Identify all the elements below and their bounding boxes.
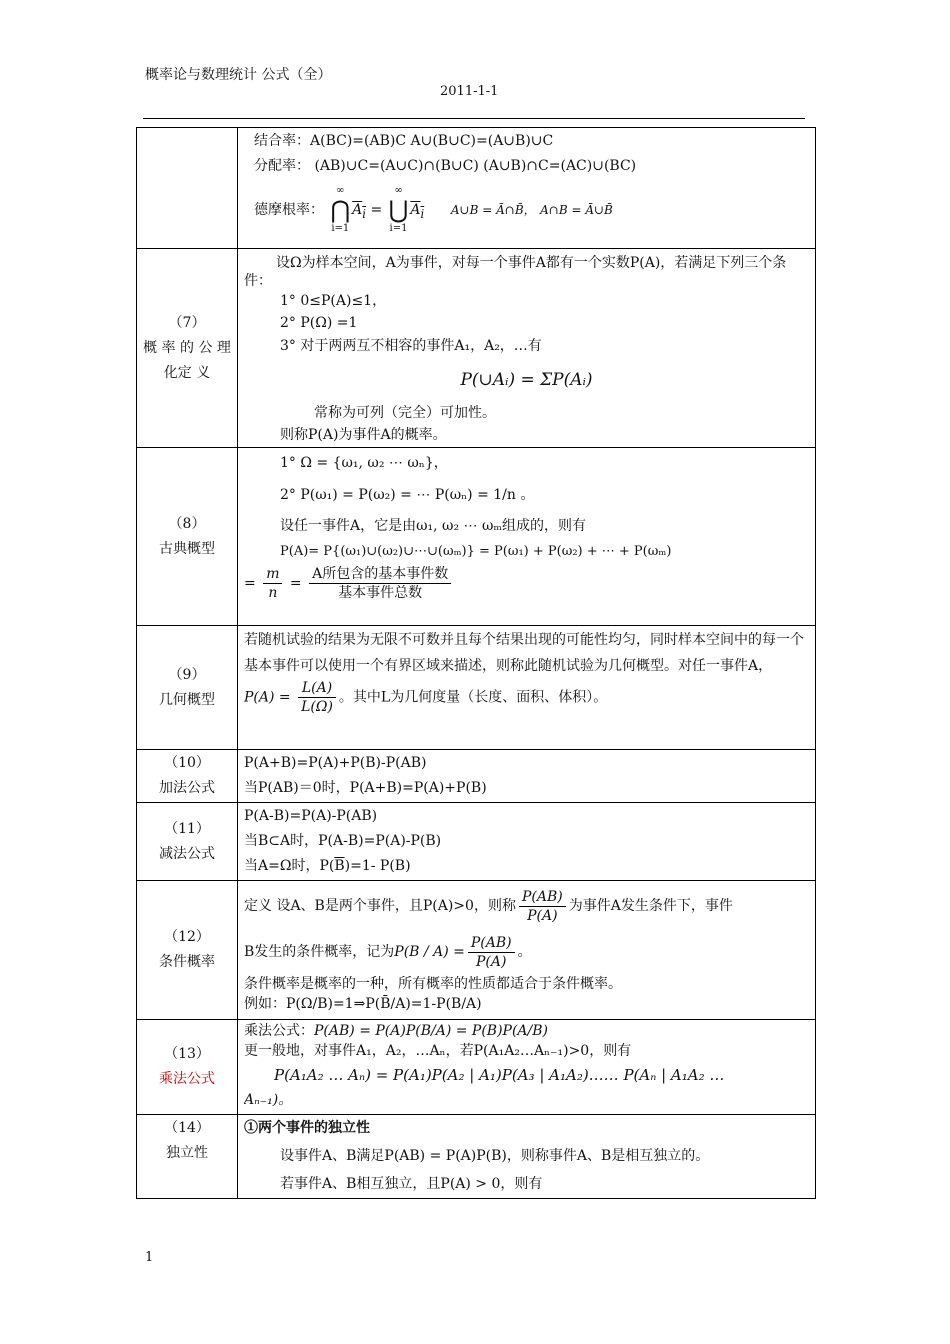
geometric-formula: P(A) = $\frac{L(A)}{L(\Omega)}$ 。其中L为几何度量（长度、面积、体积）。 (244, 680, 608, 715)
row-label-14: （14） 独立性 (137, 1115, 238, 1199)
row-set-laws (137, 128, 816, 249)
set-laws-cell (238, 128, 816, 249)
independence-l2: 若事件A、B相互独立，且P(A) > 0，则有 (280, 1176, 543, 1192)
conditional-l2: B发生的条件概率，记为P(B / A) = $\frac{P(AB)}{P(A)}$ 。 (244, 934, 532, 970)
row-classical-model (137, 448, 816, 626)
axiom-3: 3° 对于两两互不相容的事件A₁，A₂，…有 (280, 338, 542, 354)
distrib-law: 分配率： (AB)∪C=(A∪C)∩(B∪C) (A∪B)∩C=(AC)∪(BC) (254, 158, 637, 174)
axiom-1: 1° 0≤P(A)≤1， (280, 293, 387, 309)
additivity-note: 常称为可列（完全）可加性。 (314, 405, 496, 421)
demorgan-label: 德摩根率： (254, 202, 324, 218)
classical-l4: P(A)= P{(ω₁)∪(ω₂)∪⋯∪(ωₘ)} = P(ω₁) + P(ω₂) + ⋯ + P(ωₘ) (280, 544, 672, 559)
multiplication-l2: 更一般地，对事件A₁，A₂，…Aₙ，若P(A₁A₂…Aₙ₋₁)>0，则有 (244, 1043, 632, 1059)
classical-l1: 1° Ω = {ω₁, ω₂ ⋯ ωₙ}， (280, 455, 448, 471)
subtraction-cell (238, 803, 816, 881)
demorgan-union: A∪B = Ā∩B̄， (450, 203, 536, 217)
assoc-law: 结合率：A(BC)=(AB)C A∪(B∪C)=(A∪B)∪C (254, 133, 554, 149)
multiplication-l4: Aₙ₋₁)。 (244, 1092, 293, 1108)
classical-l3: 设任一事件A，它是由ω₁, ω₂ ⋯ ωₘ组成的，则有 (280, 518, 586, 534)
conditional-l3: 条件概率是概率的一种，所有概率的性质都适合于条件概率。 (244, 976, 622, 992)
row-label-9: （9） 几何概型 (137, 626, 238, 750)
row-geometric-model (137, 626, 816, 750)
multiplication-cell (238, 1020, 816, 1115)
subtraction-l3: 当A=Ω时，$P(\overline{B})=1-$ P(B) (244, 858, 411, 874)
row-conditional (137, 881, 816, 1020)
independence-heading: ①两个事件的独立性 (244, 1120, 370, 1136)
axiom-intro: 设Ω为样本空间，A为事件，对每一个事件A都有一个实数P(A)，若满足下列三个条件： (244, 255, 787, 289)
header-rule (143, 118, 805, 119)
addition-l2: 当P(AB)＝0时，P(A+B)=P(A)+P(B) (244, 780, 487, 796)
classical-denominator: 基本事件总数 (338, 585, 423, 601)
formula-table (136, 127, 816, 1199)
row-subtraction (137, 803, 816, 881)
row-label-7: （7） 概 率 的 公 理化定 义 (137, 249, 238, 448)
additivity-formula: P(∪Aᵢ) = ΣP(Aᵢ) (460, 370, 593, 390)
axiom-conclusion: 则称P(A)为事件A的概率。 (280, 427, 447, 443)
conditional-l4: 例如：P(Ω/B)=1⇒P(B̄/A)=1-P(B/A) (244, 996, 482, 1012)
axiomatic-cell (238, 249, 816, 448)
classical-l5: = $\frac{m}{n}$ = $\frac{\text{A所包含的基本事件数}}{\text{基本事件总数}}$ (244, 565, 809, 602)
row-label-12: （12） 条件概率 (137, 881, 238, 1020)
header-title: 概率论与数理统计 公式（全） (145, 67, 332, 83)
row-label-11: （11） 减法公式 (137, 803, 238, 881)
row-label-10: （10） 加法公式 (137, 750, 238, 803)
header-date: 2011-1-1 (440, 84, 499, 99)
axiom-2: 2° P(Ω) =1 (280, 315, 358, 331)
geometric-text: 若随机试验的结果为无限不可数并且每个结果出现的可能性均匀，同时样本空间中的每一个基本事件可以使用一个有界区域来描述，则称此随机试验为几何概型。对任一事件A， (244, 632, 804, 674)
row-axiomatic-probability (137, 249, 816, 448)
classical-numerator: A所包含的基本事件数 (309, 565, 451, 584)
addition-l1: P(A+B)=P(A)+P(B)-P(AB) (244, 755, 427, 771)
independence-cell (238, 1115, 816, 1199)
subtraction-l1: P(A-B)=P(A)-P(AB) (244, 808, 378, 824)
multiplication-l3: P(A₁A₂ … Aₙ) = P(A₁)P(A₂ | A₁)P(A₃ | A₁A₂)…… P(Aₙ | A₁A₂ … (274, 1066, 725, 1084)
conditional-l1: 定义 设A、B是两个事件，且P(A)>0，则称 $\frac{P(AB)}{P(A)}$ 为事件A发生条件下，事件 (244, 888, 733, 924)
subtraction-l2: 当B⊂A时，P(A-B)=P(A)-P(B) (244, 833, 442, 849)
row-addition (137, 750, 816, 803)
demorgan-intersection-formula: ∞ ⋂ i=1 (330, 185, 351, 234)
geometric-cell (238, 626, 816, 750)
classical-cell (238, 448, 816, 626)
demorgan-intersection: A∩B = Ā∪B̄ (540, 203, 613, 217)
row-label-empty (137, 128, 238, 249)
independence-l1: 设事件A、B满足P(AB) = P(A)P(B)，则称事件A、B是相互独立的。 (280, 1148, 710, 1164)
demorgan-law: 德摩根率： ∞ ⋂ $i=1A_i$ = ∞ ⋃ $i=1A_i$ A∪B = Ā∩B̄， A∩B = Ā∪B̄ (254, 185, 613, 234)
row-label-13: （13） 乘法公式 (137, 1020, 238, 1115)
classical-l2: 2° P(ω₁) = P(ω₂) = ⋯ P(ωₙ) = 1/n 。 (280, 487, 535, 503)
addition-cell (238, 750, 816, 803)
page-number: 1 (145, 1250, 154, 1265)
row-label-8: （8） 古典概型 (137, 448, 238, 626)
row-independence (137, 1115, 816, 1199)
conditional-cell (238, 881, 816, 1020)
multiplication-l1: 乘法公式：P(AB) = P(A)P(B/A) = P(B)P(A/B) (244, 1023, 549, 1039)
row-multiplication (137, 1020, 816, 1115)
